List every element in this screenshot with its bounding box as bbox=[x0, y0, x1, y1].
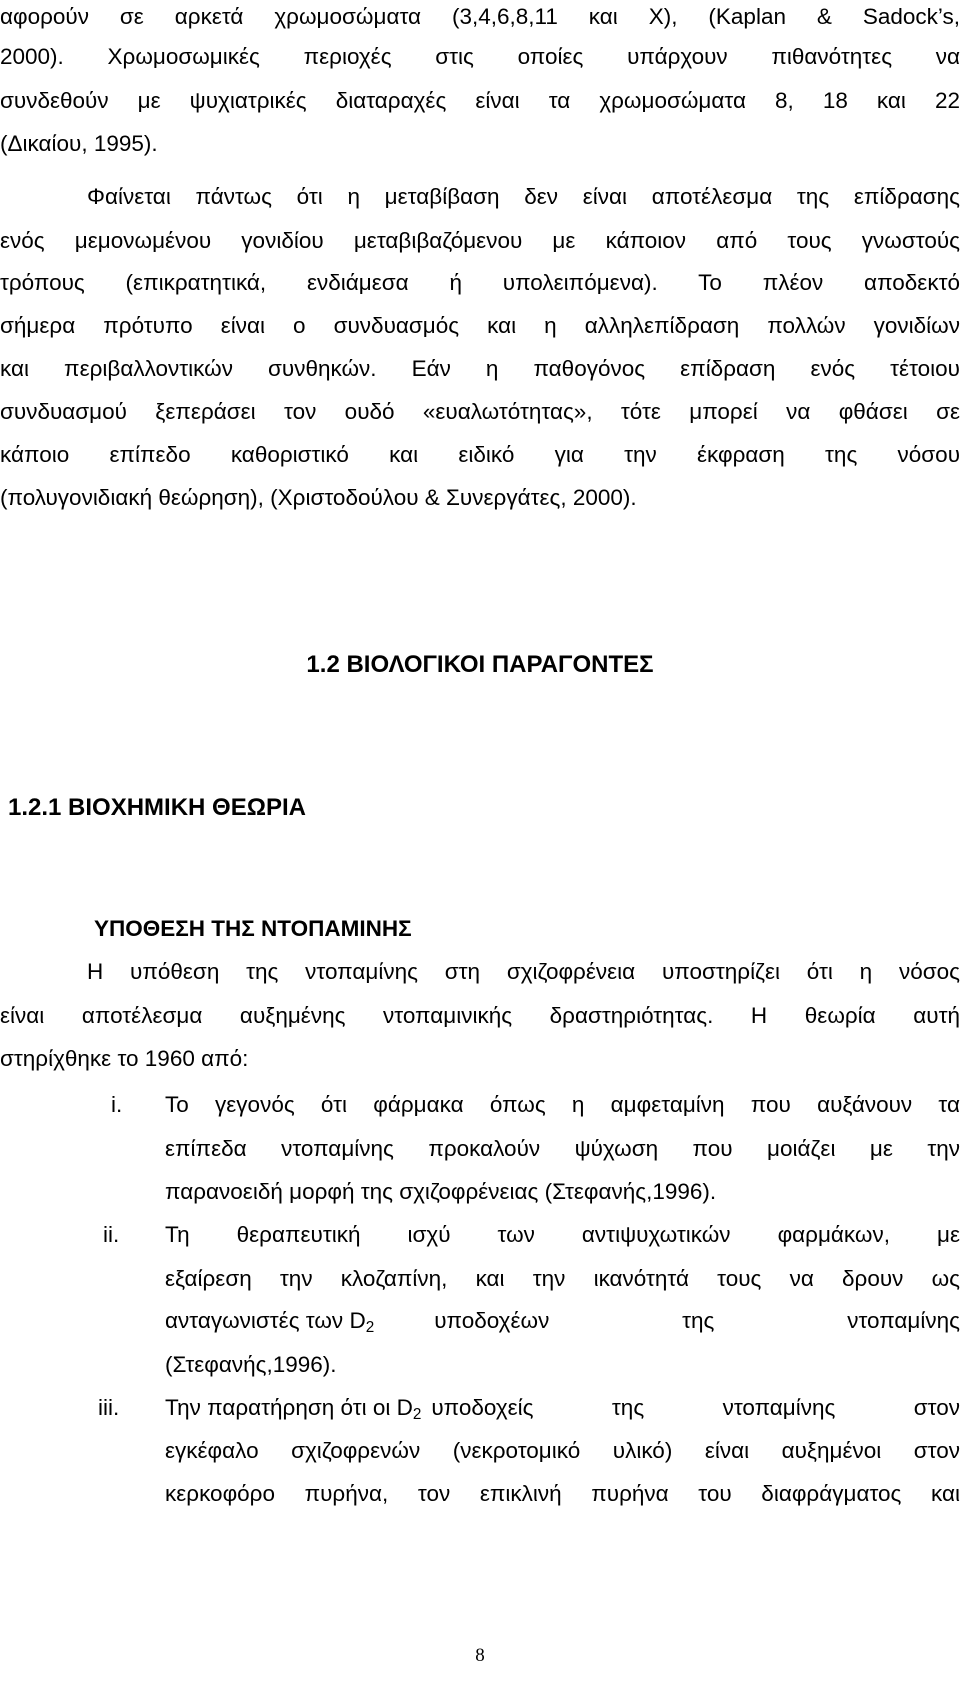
list-item-iii-line-1-start: Την παρατήρηση ότι οι $D_2$ bbox=[165, 1395, 422, 1423]
paragraph-2-line-2: ενός μεμονωμένου γονιδίου μεταβιβαζόμενου με κάποιον από τους γνωστούς bbox=[0, 228, 960, 253]
paragraph-2-line-3: τρόπους (επικρατητικά, ενδιάμεσα ή υπολειπόμενα). Το πλέον αποδεκτό bbox=[0, 270, 960, 295]
list-item-ii-line-3-end: υποδοχέων της ντοπαμίνης bbox=[434, 1308, 960, 1333]
paragraph-1-line-3: συνδεθούν με ψυχιατρικές διαταραχές είναι τα χρωμοσώματα 8, 18 και 22 bbox=[0, 88, 960, 113]
section-heading: 1.2 ΒΙΟΛΟΓΙΚΟΙ ΠΑΡΑΓΟΝΤΕΣ bbox=[306, 651, 654, 678]
paragraph-3-line-1: Η υπόθεση της ντοπαμίνης στη σχιζοφρένεια υποστηρίζει ότι η νόσος bbox=[87, 959, 960, 984]
paragraph-3-line-2: είναι αποτέλεσμα αυξημένης ντοπαμινικής δραστηριότητας. Η θεωρία αυτή bbox=[0, 1003, 960, 1028]
paragraph-2-line-4: σήμερα πρότυπο είναι ο συνδυασμός και η αλληλεπίδραση πολλών γονιδίων bbox=[0, 313, 960, 338]
hypothesis-heading: ΥΠΟΘΕΣΗ ΤΗΣ ΝΤΟΠΑΜΙΝΗΣ bbox=[94, 916, 412, 941]
list-item-ii-line-4: (Στεφανής,1996). bbox=[165, 1352, 337, 1377]
subsection-heading: 1.2.1 ΒΙΟΧΗΜΙΚΗ ΘΕΩΡΙΑ bbox=[8, 794, 306, 821]
list-item-ii-line-3 bbox=[165, 1306, 960, 1336]
paragraph-2-line-1: Φαίνεται πάντως ότι η μεταβίβαση δεν είναι αποτέλεσμα της επίδρασης bbox=[87, 184, 960, 209]
paragraph-1-line-4: (Δικαίου, 1995). bbox=[0, 131, 158, 156]
list-item-iii-line-2: εγκέφαλο σχιζοφρενών (νεκροτομικό υλικό) είναι αυξημένοι στον bbox=[165, 1438, 960, 1463]
list-item-i-line-3: παρανοειδή μορφή της σχιζοφρένειας (Στεφανής,1996). bbox=[165, 1179, 717, 1204]
list-item-ii-line-3-start: ανταγωνιστές των $D_2$ bbox=[165, 1308, 375, 1336]
list-item-i-line-1: Το γεγονός ότι φάρμακα όπως η αμφεταμίνη που αυξάνουν τα bbox=[165, 1092, 960, 1117]
list-item-ii-line-1: Τη θεραπευτική ισχύ των αντιψυχωτικών φαρμάκων, με bbox=[165, 1222, 960, 1247]
paragraph-2-line-7: κάποιο επίπεδο καθοριστικό και ειδικό για την έκφραση της νόσου bbox=[0, 442, 960, 467]
list-marker-ii: ii. bbox=[103, 1222, 120, 1247]
page-number: 8 bbox=[475, 1645, 485, 1666]
subscript-2: 2 bbox=[365, 1318, 375, 1336]
paragraph-2-line-8: (πολυγονιδιακή θεώρηση), (Χριστοδούλου & Συνεργάτες, 2000). bbox=[0, 485, 637, 510]
list-marker-iii: iii. bbox=[98, 1395, 120, 1420]
list-item-iii-line-1-end: υποδοχείς της ντοπαμίνης στον bbox=[431, 1395, 960, 1420]
list-item-ii-line-2: εξαίρεση την κλοζαπίνη, και την ικανότητά τους να δρουν ως bbox=[165, 1266, 960, 1291]
paragraph-1-line-2: 2000). Χρωμοσωμικές περιοχές στις οποίες υπάρχουν πιθανότητες να bbox=[0, 44, 960, 69]
list-marker-i: i. bbox=[111, 1092, 123, 1117]
subscript-2: 2 bbox=[412, 1405, 422, 1423]
paragraph-1-line-1: αφορούν σε αρκετά χρωμοσώματα (3,4,6,8,11 και X), (Kaplan & Sadock’s, bbox=[0, 4, 960, 29]
list-item-i-line-2: επίπεδα ντοπαμίνης προκαλούν ψύχωση που μοιάζει με την bbox=[165, 1136, 960, 1161]
paragraph-3-line-3: στηρίχθηκε το 1960 από: bbox=[0, 1046, 249, 1071]
paragraph-2-line-5: και περιβαλλοντικών συνθηκών. Εάν η παθογόνος επίδραση ενός τέτοιου bbox=[0, 356, 960, 381]
paragraph-2-line-6: συνδυασμού ξεπεράσει τον ουδό «ευαλωτότητας», τότε μπορεί να φθάσει σε bbox=[0, 399, 960, 424]
list-item-iii-line-1 bbox=[165, 1393, 960, 1423]
list-item-iii-line-3: κερκοφόρο πυρήνα, τον επικλινή πυρήνα του διαφράγματος και bbox=[165, 1481, 960, 1506]
